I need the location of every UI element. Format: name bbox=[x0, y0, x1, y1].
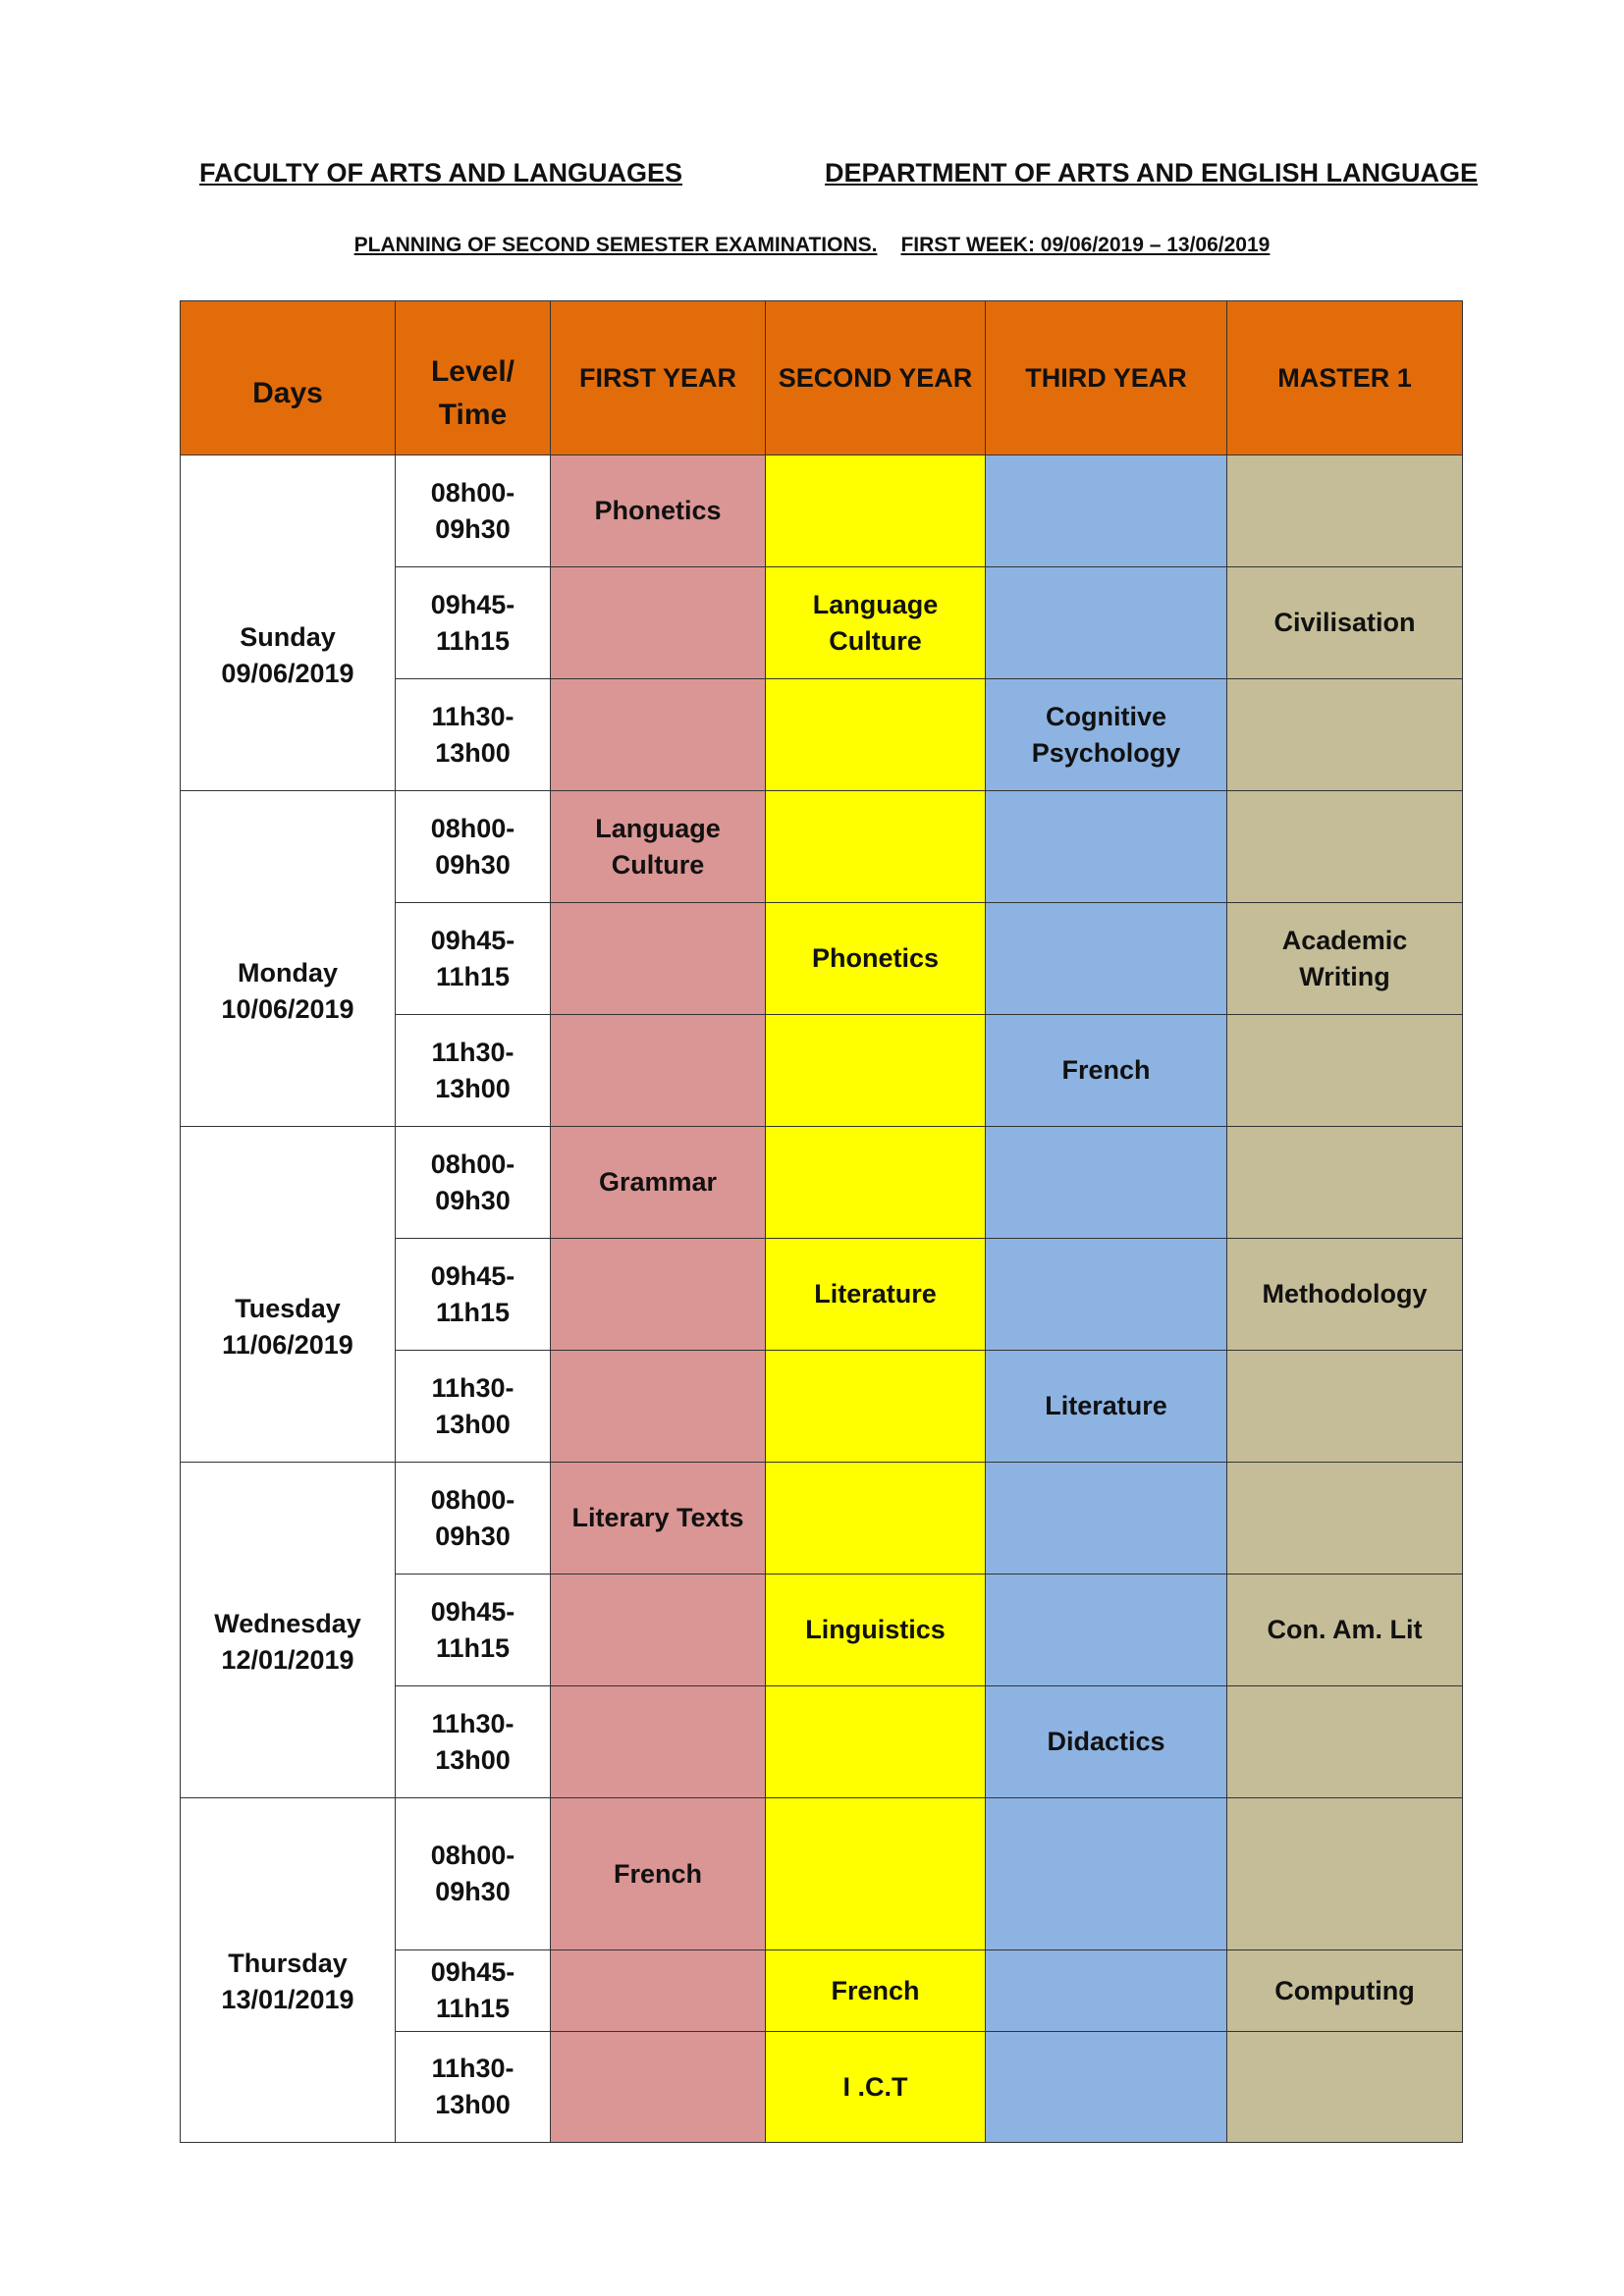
table-row bbox=[181, 1127, 1463, 1239]
time-slot-cell: 11h30-13h00 bbox=[396, 679, 551, 791]
third-year-exam-cell bbox=[986, 1798, 1227, 1950]
week-label: FIRST WEEK: 09/06/2019 – 13/06/2019 bbox=[900, 234, 1271, 256]
second-year-exam-cell bbox=[766, 1463, 986, 1575]
master1-exam-cell: Con. Am. Lit bbox=[1227, 1575, 1463, 1686]
exam-schedule-table bbox=[180, 300, 1463, 2143]
first-year-exam-cell bbox=[551, 1239, 766, 1351]
faculty-title: FACULTY OF ARTS AND LANGUAGES bbox=[199, 158, 682, 187]
day-name: Wednesday bbox=[214, 1608, 361, 1638]
day-name: Sunday bbox=[240, 621, 336, 652]
second-year-exam-cell bbox=[766, 455, 986, 567]
master1-exam-cell bbox=[1227, 2032, 1463, 2143]
table-row bbox=[181, 791, 1463, 903]
third-year-exam-cell: Didactics bbox=[986, 1686, 1227, 1798]
time-slot-cell: 09h45-11h15 bbox=[396, 1239, 551, 1351]
second-year-exam-cell bbox=[766, 1686, 986, 1798]
first-year-exam-cell: Literary Texts bbox=[551, 1463, 766, 1575]
day-date: 09/06/2019 bbox=[221, 658, 354, 688]
master1-exam-cell bbox=[1227, 1686, 1463, 1798]
time-slot-cell: 11h30-13h00 bbox=[396, 1351, 551, 1463]
day-cell bbox=[181, 1798, 396, 2143]
second-year-exam-cell bbox=[766, 791, 986, 903]
first-year-exam-cell bbox=[551, 1686, 766, 1798]
day-cell bbox=[181, 1463, 396, 1798]
day-date: 11/06/2019 bbox=[222, 1329, 353, 1360]
header-row bbox=[181, 301, 1463, 455]
second-year-exam-cell: Phonetics bbox=[766, 903, 986, 1015]
master1-exam-cell bbox=[1227, 455, 1463, 567]
first-year-exam-cell: Phonetics bbox=[551, 455, 766, 567]
master1-exam-cell bbox=[1227, 1351, 1463, 1463]
third-year-exam-cell bbox=[986, 1463, 1227, 1575]
col-header-third-year: THIRD YEAR bbox=[986, 301, 1227, 455]
third-year-exam-cell bbox=[986, 2032, 1227, 2143]
first-year-exam-cell bbox=[551, 567, 766, 679]
second-year-exam-cell: I .C.T bbox=[766, 2032, 986, 2143]
col-header-first-year: FIRST YEAR bbox=[551, 301, 766, 455]
schedule-body bbox=[181, 455, 1463, 2143]
third-year-exam-cell bbox=[986, 791, 1227, 903]
master1-exam-cell bbox=[1227, 791, 1463, 903]
table-row bbox=[181, 1798, 1463, 1950]
time-slot-cell: 09h45-11h15 bbox=[396, 567, 551, 679]
time-slot-cell: 11h30-13h00 bbox=[396, 2032, 551, 2143]
third-year-exam-cell bbox=[986, 1127, 1227, 1239]
second-year-exam-cell bbox=[766, 1798, 986, 1950]
first-year-exam-cell bbox=[551, 1575, 766, 1686]
second-year-exam-cell: French bbox=[766, 1950, 986, 2032]
second-year-exam-cell bbox=[766, 1015, 986, 1127]
time-slot-cell: 08h00-09h30 bbox=[396, 1127, 551, 1239]
department-title: DEPARTMENT OF ARTS AND ENGLISH LANGUAGE bbox=[825, 158, 1478, 187]
time-slot-cell: 08h00-09h30 bbox=[396, 455, 551, 567]
master1-exam-cell bbox=[1227, 1015, 1463, 1127]
third-year-exam-cell bbox=[986, 1950, 1227, 2032]
third-year-exam-cell bbox=[986, 1239, 1227, 1351]
time-slot-cell: 09h45-11h15 bbox=[396, 903, 551, 1015]
col-header-second-year: SECOND YEAR bbox=[766, 301, 986, 455]
master1-exam-cell bbox=[1227, 679, 1463, 791]
third-year-exam-cell bbox=[986, 567, 1227, 679]
first-year-exam-cell bbox=[551, 1950, 766, 2032]
day-date: 10/06/2019 bbox=[221, 993, 354, 1024]
second-year-exam-cell bbox=[766, 679, 986, 791]
second-year-exam-cell: Literature bbox=[766, 1239, 986, 1351]
col-header-level-time: Level/ Time bbox=[396, 301, 551, 455]
day-date: 13/01/2019 bbox=[221, 1985, 354, 2014]
planning-title bbox=[0, 234, 1624, 257]
first-year-exam-cell bbox=[551, 903, 766, 1015]
day-name: Thursday bbox=[228, 1949, 348, 1978]
time-slot-cell: 08h00-09h30 bbox=[396, 1798, 551, 1950]
time-slot-cell: 09h45-11h15 bbox=[396, 1575, 551, 1686]
table-row bbox=[181, 1463, 1463, 1575]
time-slot-cell: 08h00-09h30 bbox=[396, 1463, 551, 1575]
day-cell bbox=[181, 791, 396, 1127]
day-name: Tuesday bbox=[235, 1293, 341, 1323]
first-year-exam-cell bbox=[551, 1351, 766, 1463]
first-year-exam-cell: Grammar bbox=[551, 1127, 766, 1239]
time-slot-cell: 11h30-13h00 bbox=[396, 1686, 551, 1798]
master1-exam-cell bbox=[1227, 1798, 1463, 1950]
first-year-exam-cell: French bbox=[551, 1798, 766, 1950]
third-year-exam-cell: Cognitive Psychology bbox=[986, 679, 1227, 791]
time-slot-cell: 09h45-11h15 bbox=[396, 1950, 551, 2032]
master1-exam-cell: Computing bbox=[1227, 1950, 1463, 2032]
second-year-exam-cell: Linguistics bbox=[766, 1575, 986, 1686]
second-year-exam-cell bbox=[766, 1127, 986, 1239]
first-year-exam-cell bbox=[551, 679, 766, 791]
day-date: 12/01/2019 bbox=[221, 1644, 354, 1675]
third-year-exam-cell bbox=[986, 455, 1227, 567]
third-year-exam-cell: French bbox=[986, 1015, 1227, 1127]
day-cell bbox=[181, 1127, 396, 1463]
master1-exam-cell bbox=[1227, 1463, 1463, 1575]
first-year-exam-cell bbox=[551, 2032, 766, 2143]
col-header-days: Days bbox=[181, 301, 396, 455]
first-year-exam-cell: Language Culture bbox=[551, 791, 766, 903]
first-year-exam-cell bbox=[551, 1015, 766, 1127]
master1-exam-cell: Methodology bbox=[1227, 1239, 1463, 1351]
third-year-exam-cell bbox=[986, 903, 1227, 1015]
master1-exam-cell: Civilisation bbox=[1227, 567, 1463, 679]
second-year-exam-cell: Language Culture bbox=[766, 567, 986, 679]
master1-exam-cell: Academic Writing bbox=[1227, 903, 1463, 1015]
planning-label: PLANNING OF SECOND SEMESTER EXAMINATIONS. bbox=[353, 234, 878, 256]
time-slot-cell: 11h30-13h00 bbox=[396, 1015, 551, 1127]
col-header-master1: MASTER 1 bbox=[1227, 301, 1463, 455]
second-year-exam-cell bbox=[766, 1351, 986, 1463]
day-cell bbox=[181, 455, 396, 791]
day-name: Monday bbox=[237, 957, 338, 988]
third-year-exam-cell bbox=[986, 1575, 1227, 1686]
third-year-exam-cell: Literature bbox=[986, 1351, 1227, 1463]
time-slot-cell: 08h00-09h30 bbox=[396, 791, 551, 903]
master1-exam-cell bbox=[1227, 1127, 1463, 1239]
table-row bbox=[181, 455, 1463, 567]
